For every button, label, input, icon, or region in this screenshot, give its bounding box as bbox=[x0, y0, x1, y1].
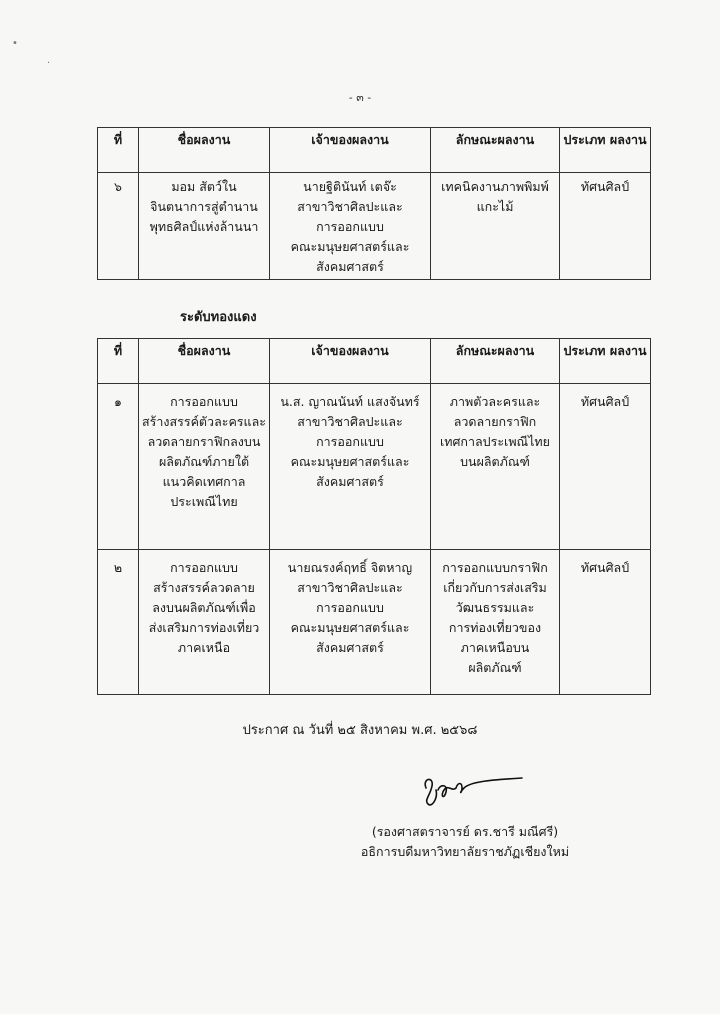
owner-line: การออกแบบ bbox=[316, 434, 384, 449]
cell-title bbox=[139, 384, 270, 550]
col-header-nature: ลักษณะผลงาน bbox=[431, 128, 560, 173]
signer-block bbox=[360, 822, 570, 862]
nature-line: เทศกาลประเพณีไทย bbox=[439, 434, 551, 449]
owner-line: สาขาวิชาศิลปะและ bbox=[297, 199, 403, 214]
title-line: มอม สัตว์ใน bbox=[171, 179, 237, 194]
col-header-type: ประเภท ผลงาน bbox=[560, 128, 651, 173]
title-line: แนวคิดเทศกาล bbox=[162, 474, 246, 489]
col-header-nature: ลักษณะผลงาน bbox=[431, 339, 560, 384]
cell-no: ๑ bbox=[98, 384, 139, 550]
col-header-no: ที่ bbox=[98, 339, 139, 384]
cell-no: ๒ bbox=[98, 550, 139, 695]
signer-position: อธิการบดีมหาวิทยาลัยราชภัฏเชียงใหม่ bbox=[360, 844, 570, 859]
owner-line: นายฐิตินันท์ เตจ๊ะ bbox=[303, 179, 397, 194]
cell-nature bbox=[431, 384, 560, 550]
announcement-date: ประกาศ ณ วันที่ ๒๕ สิงหาคม พ.ศ. ๒๕๖๘ bbox=[242, 723, 478, 738]
owner-line: สาขาวิชาศิลปะและ bbox=[297, 414, 403, 429]
table-header-row bbox=[98, 128, 651, 173]
title-line: สร้างสรรค์ตัวละครและ bbox=[142, 414, 266, 429]
cell-type: ทัศนศิลป์ bbox=[560, 550, 651, 695]
title-line: ลงบนผลิตภัณฑ์เพื่อ bbox=[152, 600, 256, 615]
owner-line: สังคมศาสตร์ bbox=[316, 259, 384, 274]
cell-type: ทัศนศิลป์ bbox=[560, 173, 651, 280]
cell-no: ๖ bbox=[98, 173, 139, 280]
col-header-owner: เจ้าของผลงาน bbox=[270, 128, 431, 173]
scan-speck: · bbox=[47, 58, 51, 69]
title-line: ส่งเสริมการท่องเที่ยว bbox=[148, 620, 260, 635]
table-row bbox=[98, 550, 651, 695]
signature-image bbox=[418, 770, 528, 810]
signer-name: (รองศาสตราจารย์ ดร.ชารี มณีศรี) bbox=[371, 824, 559, 839]
nature-line: ผลิตภัณฑ์ bbox=[468, 660, 522, 675]
owner-line: คณะมนุษยศาสตร์และ bbox=[290, 239, 410, 254]
title-line: ผลิตภัณฑ์ภายใต้ bbox=[158, 454, 250, 469]
col-header-owner: เจ้าของผลงาน bbox=[270, 339, 431, 384]
cell-nature bbox=[431, 173, 560, 280]
table-header-row bbox=[98, 339, 651, 384]
owner-line: คณะมนุษยศาสตร์และ bbox=[290, 620, 410, 635]
nature-line: การท่องเที่ยวของ bbox=[448, 620, 542, 635]
owner-line: สังคมศาสตร์ bbox=[316, 640, 384, 655]
scan-speck: • bbox=[12, 38, 18, 49]
owner-line: สาขาวิชาศิลปะและ bbox=[297, 580, 403, 595]
title-line: ภาคเหนือ bbox=[177, 640, 231, 655]
section-heading: ระดับทองแดง bbox=[180, 310, 257, 325]
nature-line: บนผลิตภัณฑ์ bbox=[460, 454, 530, 469]
title-line: ลวดลายกราฟิกลงบน bbox=[147, 434, 261, 449]
nature-line: ภาพตัวละครและ bbox=[449, 394, 541, 409]
table-row bbox=[98, 384, 651, 550]
cell-owner bbox=[270, 384, 431, 550]
owner-line: คณะมนุษยศาสตร์และ bbox=[290, 454, 410, 469]
nature-line: เทคนิคงานภาพพิมพ์ bbox=[441, 179, 549, 194]
owner-line: นายณรงค์ฤทธิ์ จิตหาญ bbox=[287, 560, 413, 575]
nature-line: ภาคเหนือบน bbox=[460, 640, 530, 655]
table-row bbox=[98, 173, 651, 280]
nature-line: การออกแบบกราฟิก bbox=[442, 560, 548, 575]
title-line: การออกแบบ bbox=[170, 394, 238, 409]
title-line: ประเพณีไทย bbox=[170, 494, 238, 509]
cell-title bbox=[139, 173, 270, 280]
col-header-type: ประเภท ผลงาน bbox=[560, 339, 651, 384]
title-line: การออกแบบ bbox=[170, 560, 238, 575]
owner-line: การออกแบบ bbox=[316, 219, 384, 234]
results-table-1 bbox=[97, 127, 651, 280]
title-line: จินตนาการสู่ตำนาน bbox=[150, 199, 258, 214]
results-table-2 bbox=[97, 338, 651, 695]
owner-line: น.ส. ญาณนันท์ แสงจันทร์ bbox=[280, 394, 420, 409]
title-line: พุทธศิลป์แห่งล้านนา bbox=[149, 219, 259, 234]
cell-title bbox=[139, 550, 270, 695]
cell-owner bbox=[270, 173, 431, 280]
col-header-title: ชื่อผลงาน bbox=[139, 339, 270, 384]
col-header-title: ชื่อผลงาน bbox=[139, 128, 270, 173]
nature-line: แกะไม้ bbox=[476, 199, 514, 214]
title-line: สร้างสรรค์ลวดลาย bbox=[153, 580, 255, 595]
cell-owner bbox=[270, 550, 431, 695]
owner-line: การออกแบบ bbox=[316, 600, 384, 615]
nature-line: วัฒนธรรมและ bbox=[455, 600, 535, 615]
page-number: - ๓ - bbox=[348, 91, 372, 104]
nature-line: เกี่ยวกับการส่งเสริม bbox=[443, 580, 547, 595]
cell-type: ทัศนศิลป์ bbox=[560, 384, 651, 550]
cell-nature bbox=[431, 550, 560, 695]
col-header-no: ที่ bbox=[98, 128, 139, 173]
nature-line: ลวดลายกราฟิก bbox=[453, 414, 537, 429]
owner-line: สังคมศาสตร์ bbox=[316, 474, 384, 489]
